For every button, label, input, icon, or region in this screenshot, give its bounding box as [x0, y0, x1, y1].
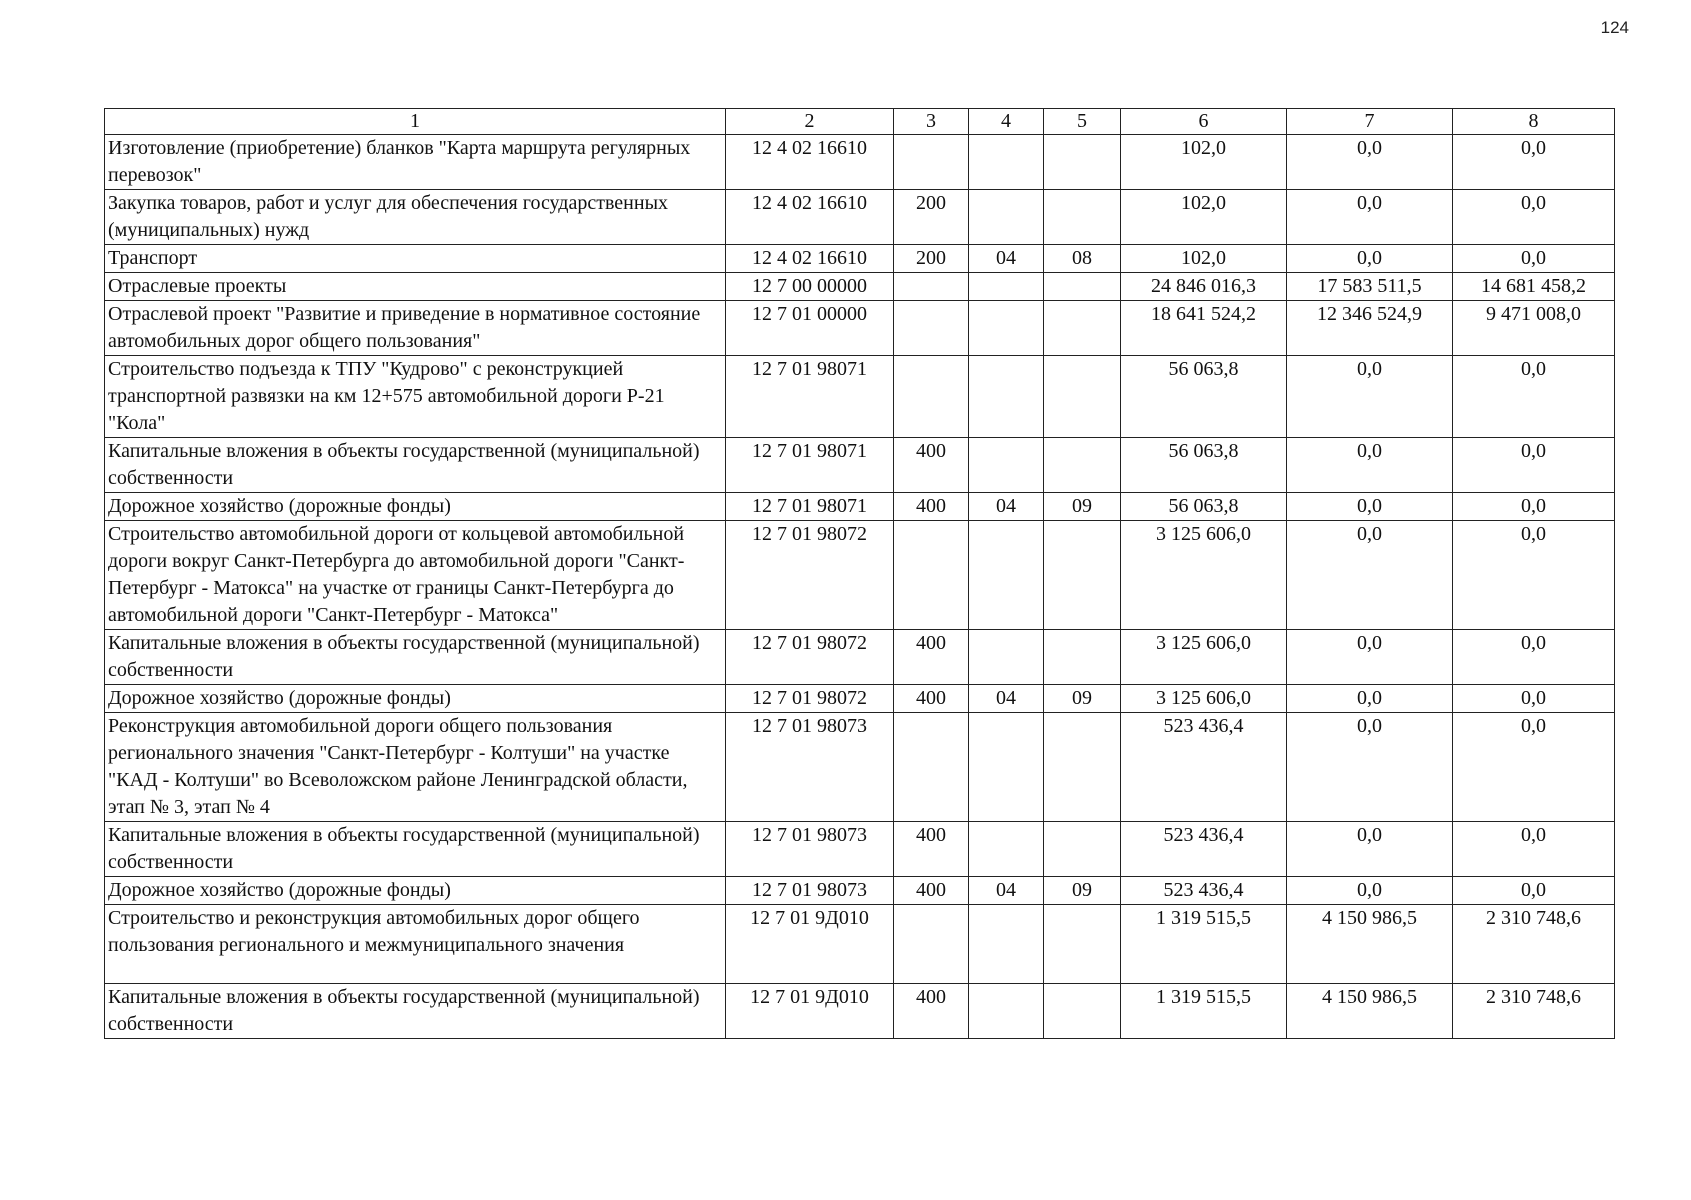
row-col5-cell: 09: [1044, 493, 1121, 521]
column-header: 4: [969, 109, 1044, 135]
row-col8-value: 2 310 748,6: [1453, 984, 1615, 1039]
row-col8-value: 0,0: [1453, 822, 1615, 877]
row-col3-cell: [894, 301, 969, 356]
row-col3-cell: 400: [894, 493, 969, 521]
row-col5-cell: [1044, 190, 1121, 245]
row-name-cell: Капитальные вложения в объекты государственной (муниципальной) собственности: [105, 438, 726, 493]
row-name-cell: Капитальные вложения в объекты государственной (муниципальной) собственности: [105, 630, 726, 685]
row-name-cell: Дорожное хозяйство (дорожные фонды): [105, 877, 726, 905]
table-row: [105, 245, 1615, 273]
row-col5-cell: [1044, 521, 1121, 630]
table-row: [105, 877, 1615, 905]
row-col5-cell: 08: [1044, 245, 1121, 273]
page-number: 124: [1600, 18, 1629, 37]
row-code-cell: 12 7 01 98073: [726, 877, 894, 905]
row-col5-cell: [1044, 356, 1121, 438]
row-col7-value: 0,0: [1287, 630, 1453, 685]
row-col4-cell: [969, 713, 1044, 822]
row-name-cell: Строительство подъезда к ТПУ "Кудрово" с реконструкцией транспортной развязки на км 12+575 автомобильной дороги Р-21 "Кола": [105, 356, 726, 438]
table-row: [105, 984, 1615, 1039]
row-col5-cell: [1044, 273, 1121, 301]
table-row: [105, 273, 1615, 301]
column-header: 7: [1287, 109, 1453, 135]
row-col7-value: 0,0: [1287, 685, 1453, 713]
row-name-cell: Реконструкция автомобильной дороги общего пользования регионального значения "Санкт-Петербург - Колтуши" на участке "КАД - Колтуши" во Всеволожском районе Ленинградской области, этап № 3, этап № 4: [105, 713, 726, 822]
column-header: 2: [726, 109, 894, 135]
table-row: [105, 356, 1615, 438]
row-col4-cell: 04: [969, 245, 1044, 273]
row-col3-cell: 400: [894, 630, 969, 685]
row-col4-cell: [969, 135, 1044, 190]
row-name-cell: Строительство и реконструкция автомобильных дорог общего пользования регионального и межмуниципального значения: [105, 905, 726, 984]
row-col5-cell: 09: [1044, 685, 1121, 713]
row-col6-value: 56 063,8: [1121, 356, 1287, 438]
table-row: [105, 493, 1615, 521]
row-col3-cell: [894, 135, 969, 190]
row-col5-cell: [1044, 438, 1121, 493]
table-row: [105, 685, 1615, 713]
row-col8-value: 0,0: [1453, 630, 1615, 685]
row-col6-value: 56 063,8: [1121, 493, 1287, 521]
row-col6-value: 24 846 016,3: [1121, 273, 1287, 301]
row-col7-value: 0,0: [1287, 713, 1453, 822]
row-col6-value: 102,0: [1121, 135, 1287, 190]
column-header: 5: [1044, 109, 1121, 135]
row-code-cell: 12 7 01 98072: [726, 521, 894, 630]
row-col5-cell: [1044, 301, 1121, 356]
row-col5-cell: [1044, 822, 1121, 877]
row-col8-value: 0,0: [1453, 245, 1615, 273]
row-col8-value: 2 310 748,6: [1453, 905, 1615, 984]
row-col7-value: 0,0: [1287, 521, 1453, 630]
row-col4-cell: [969, 273, 1044, 301]
row-col3-cell: [894, 521, 969, 630]
row-col4-cell: [969, 438, 1044, 493]
row-col7-value: 0,0: [1287, 135, 1453, 190]
row-col7-value: 4 150 986,5: [1287, 905, 1453, 984]
table-row: [105, 301, 1615, 356]
row-col5-cell: [1044, 630, 1121, 685]
row-col5-cell: [1044, 135, 1121, 190]
row-col4-cell: [969, 521, 1044, 630]
row-col7-value: 0,0: [1287, 877, 1453, 905]
row-col4-cell: 04: [969, 877, 1044, 905]
row-col3-cell: 400: [894, 877, 969, 905]
row-code-cell: 12 7 01 00000: [726, 301, 894, 356]
row-col8-value: 0,0: [1453, 685, 1615, 713]
row-col8-value: 0,0: [1453, 438, 1615, 493]
row-code-cell: 12 4 02 16610: [726, 245, 894, 273]
row-col4-cell: 04: [969, 493, 1044, 521]
row-col5-cell: [1044, 713, 1121, 822]
row-col4-cell: 04: [969, 685, 1044, 713]
row-col7-value: 0,0: [1287, 438, 1453, 493]
column-header: 8: [1453, 109, 1615, 135]
table-row: [105, 630, 1615, 685]
row-col8-value: 0,0: [1453, 713, 1615, 822]
row-code-cell: 12 7 01 98073: [726, 822, 894, 877]
row-col7-value: 0,0: [1287, 493, 1453, 521]
row-col6-value: 523 436,4: [1121, 822, 1287, 877]
row-col5-cell: [1044, 905, 1121, 984]
row-col3-cell: [894, 273, 969, 301]
row-col8-value: 0,0: [1453, 877, 1615, 905]
row-col6-value: 3 125 606,0: [1121, 521, 1287, 630]
row-col3-cell: 400: [894, 822, 969, 877]
row-name-cell: Строительство автомобильной дороги от кольцевой автомобильной дороги вокруг Санкт-Петербурга до автомобильной дороги "Санкт-Петербург - Матокса" на участке от границы Санкт-Петербурга до автомобильной дороги "Санкт-Петербург - Матокса": [105, 521, 726, 630]
row-col3-cell: [894, 713, 969, 822]
row-col4-cell: [969, 905, 1044, 984]
row-col8-value: 9 471 008,0: [1453, 301, 1615, 356]
row-col6-value: 1 319 515,5: [1121, 984, 1287, 1039]
row-col3-cell: 400: [894, 438, 969, 493]
row-col8-value: 0,0: [1453, 135, 1615, 190]
row-col8-value: 0,0: [1453, 521, 1615, 630]
row-col3-cell: 400: [894, 685, 969, 713]
row-col6-value: 523 436,4: [1121, 713, 1287, 822]
table-row: [105, 905, 1615, 984]
table-row: [105, 713, 1615, 822]
row-col4-cell: [969, 301, 1044, 356]
row-name-cell: Капитальные вложения в объекты государственной (муниципальной) собственности: [105, 984, 726, 1039]
row-col6-value: 102,0: [1121, 245, 1287, 273]
row-col8-value: 14 681 458,2: [1453, 273, 1615, 301]
row-col6-value: 56 063,8: [1121, 438, 1287, 493]
row-col4-cell: [969, 822, 1044, 877]
row-code-cell: 12 7 01 98071: [726, 438, 894, 493]
row-col7-value: 0,0: [1287, 822, 1453, 877]
row-code-cell: 12 7 01 98072: [726, 630, 894, 685]
column-header: 6: [1121, 109, 1287, 135]
row-col5-cell: [1044, 984, 1121, 1039]
row-col6-value: 3 125 606,0: [1121, 630, 1287, 685]
row-col7-value: 0,0: [1287, 245, 1453, 273]
row-code-cell: 12 7 01 98071: [726, 356, 894, 438]
row-col4-cell: [969, 356, 1044, 438]
table-row: [105, 438, 1615, 493]
row-col3-cell: [894, 356, 969, 438]
row-col6-value: 18 641 524,2: [1121, 301, 1287, 356]
row-col4-cell: [969, 984, 1044, 1039]
row-code-cell: 12 7 00 00000: [726, 273, 894, 301]
row-name-cell: Дорожное хозяйство (дорожные фонды): [105, 493, 726, 521]
row-col5-cell: 09: [1044, 877, 1121, 905]
row-col3-cell: 200: [894, 245, 969, 273]
row-col4-cell: [969, 190, 1044, 245]
row-col6-value: 523 436,4: [1121, 877, 1287, 905]
row-col3-cell: 200: [894, 190, 969, 245]
row-col7-value: 4 150 986,5: [1287, 984, 1453, 1039]
table-row: [105, 135, 1615, 190]
row-col6-value: 102,0: [1121, 190, 1287, 245]
row-col8-value: 0,0: [1453, 190, 1615, 245]
row-code-cell: 12 7 01 98073: [726, 713, 894, 822]
row-col7-value: 0,0: [1287, 190, 1453, 245]
budget-table: [104, 108, 1615, 1039]
row-col8-value: 0,0: [1453, 493, 1615, 521]
table-row: [105, 822, 1615, 877]
row-col7-value: 17 583 511,5: [1287, 273, 1453, 301]
row-code-cell: 12 4 02 16610: [726, 190, 894, 245]
header-row: [105, 109, 1615, 135]
row-name-cell: Транспорт: [105, 245, 726, 273]
row-col3-cell: [894, 905, 969, 984]
row-name-cell: Капитальные вложения в объекты государственной (муниципальной) собственности: [105, 822, 726, 877]
table-row: [105, 190, 1615, 245]
row-name-cell: Изготовление (приобретение) бланков "Карта маршрута регулярных перевозок": [105, 135, 726, 190]
column-header: 3: [894, 109, 969, 135]
row-name-cell: Отраслевой проект "Развитие и приведение в нормативное состояние автомобильных дорог общего пользования": [105, 301, 726, 356]
row-col4-cell: [969, 630, 1044, 685]
row-col8-value: 0,0: [1453, 356, 1615, 438]
row-name-cell: Дорожное хозяйство (дорожные фонды): [105, 685, 726, 713]
row-code-cell: 12 7 01 98072: [726, 685, 894, 713]
row-name-cell: Закупка товаров, работ и услуг для обеспечения государственных (муниципальных) нужд: [105, 190, 726, 245]
row-code-cell: 12 7 01 9Д010: [726, 984, 894, 1039]
row-col3-cell: 400: [894, 984, 969, 1039]
row-code-cell: 12 4 02 16610: [726, 135, 894, 190]
row-col7-value: 12 346 524,9: [1287, 301, 1453, 356]
row-code-cell: 12 7 01 98071: [726, 493, 894, 521]
row-name-cell: Отраслевые проекты: [105, 273, 726, 301]
row-col7-value: 0,0: [1287, 356, 1453, 438]
table-row: [105, 521, 1615, 630]
row-code-cell: 12 7 01 9Д010: [726, 905, 894, 984]
column-header: 1: [105, 109, 726, 135]
row-col6-value: 1 319 515,5: [1121, 905, 1287, 984]
row-col6-value: 3 125 606,0: [1121, 685, 1287, 713]
